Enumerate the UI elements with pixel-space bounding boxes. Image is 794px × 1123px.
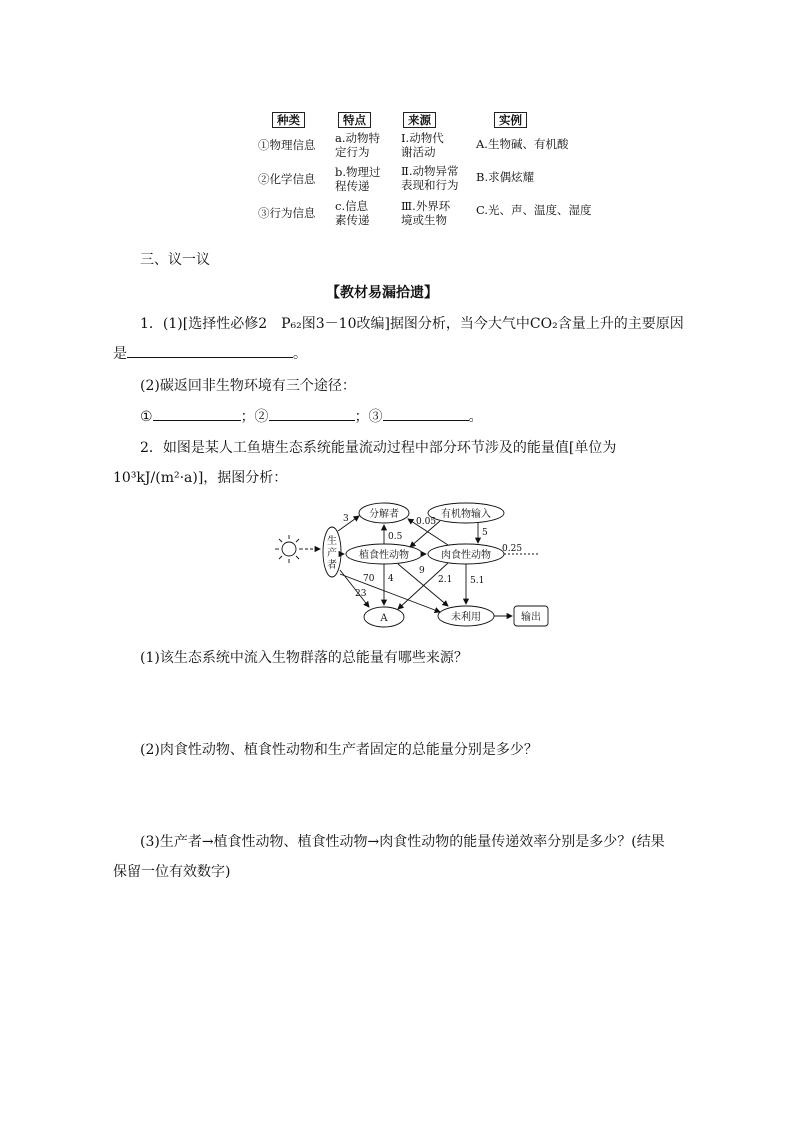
row2-example: B.求偶炫耀 <box>476 170 535 184</box>
row1-kind: ①物理信息 <box>258 138 316 152</box>
row3-feature: c.信息 素传递 <box>335 199 370 227</box>
header-feature: 特点 <box>338 112 371 128</box>
answer-blank[interactable] <box>127 345 293 358</box>
carnivore-label: 肉食性动物 <box>441 550 491 561</box>
q2-line1: 2．如图是某人工鱼塘生态系统能量流动过程中部分环节涉及的能量值[单位为 <box>140 440 617 456</box>
energy-flow-diagram <box>270 495 560 630</box>
value-herb-decomp: 0.5 <box>388 532 403 542</box>
decomposer-label: 分解者 <box>369 509 399 520</box>
q2-sub1: (1)该生态系统中流入生物群落的总能量有哪些来源？ <box>140 650 468 666</box>
value-herb-unused: 9 <box>419 566 425 576</box>
row3-kind: ③行为信息 <box>258 206 316 220</box>
a-label: A <box>380 613 388 624</box>
answer-blank[interactable] <box>383 408 469 421</box>
row3-example: C.光、声、温度、湿度 <box>476 203 592 217</box>
box-title: 【教材易漏拾遗】 <box>326 285 438 301</box>
q1-sub2: (2)碳返回非生物环境有三个途径： <box>140 378 356 394</box>
row3-source: Ⅲ.外界环 境或生物 <box>401 199 451 227</box>
value-herb-a: 4 <box>388 574 394 584</box>
row1-example: A.生物碱、有机酸 <box>476 137 569 151</box>
value-prod-unused: 70 <box>363 574 375 584</box>
organic-input-label: 有机物输入 <box>441 509 491 520</box>
q2-line2: 10³kJ/(m²·a)]，据图分析： <box>113 470 288 486</box>
header-kind: 种类 <box>272 112 305 128</box>
unused-label: 未利用 <box>451 612 481 623</box>
row2-feature: b.物理过 程传递 <box>335 165 381 193</box>
value-carn-decomp: 0.05 <box>416 517 437 527</box>
q2-sub3-line1: (3)生产者→植食性动物、植食性动物→肉食性动物的能量传递效率分别是多少？(结果 <box>140 834 665 850</box>
answer-blank[interactable] <box>269 408 355 421</box>
q1-blanks: ① ；② ；③ 。 <box>140 409 483 425</box>
q2-sub2: (2)肉食性动物、植食性动物和生产者固定的总能量分别是多少？ <box>140 742 538 758</box>
row1-source: Ⅰ.动物代 谢活动 <box>401 131 444 159</box>
value-carn-out: 0.25 <box>502 544 523 554</box>
q2-sub3-line2: 保留一位有效数字) <box>113 864 231 880</box>
producer-label-3: 者 <box>327 560 337 571</box>
row2-source: Ⅱ.动物异常 表现和行为 <box>401 164 459 192</box>
header-source: 来源 <box>403 112 436 128</box>
sun-icon <box>282 542 296 556</box>
value-carn-unused: 5.1 <box>470 576 485 586</box>
value-prod-a: 23 <box>355 589 367 599</box>
producer-label-2: 产 <box>327 548 337 559</box>
q1-line2: 是 。 <box>113 346 307 362</box>
value-input-carn: 5 <box>482 528 488 538</box>
value-carn-a: 2.1 <box>438 575 453 585</box>
q1-line1: 1．(1)[选择性必修2 P₆₂图3－10改编]据图分析，当今大气中CO₂含量上升的主要原因 <box>140 316 684 332</box>
row1-feature: a.动物特 定行为 <box>335 131 381 159</box>
herbivore-label: 植食性动物 <box>359 550 409 561</box>
row2-kind: ②化学信息 <box>258 172 316 186</box>
output-label: 输出 <box>521 612 541 623</box>
section-title: 三、议一议 <box>140 252 210 268</box>
producer-label-1: 生 <box>327 536 337 547</box>
answer-blank[interactable] <box>153 408 241 421</box>
value-prod-decomp: 3 <box>343 514 349 524</box>
header-example: 实例 <box>494 112 527 128</box>
